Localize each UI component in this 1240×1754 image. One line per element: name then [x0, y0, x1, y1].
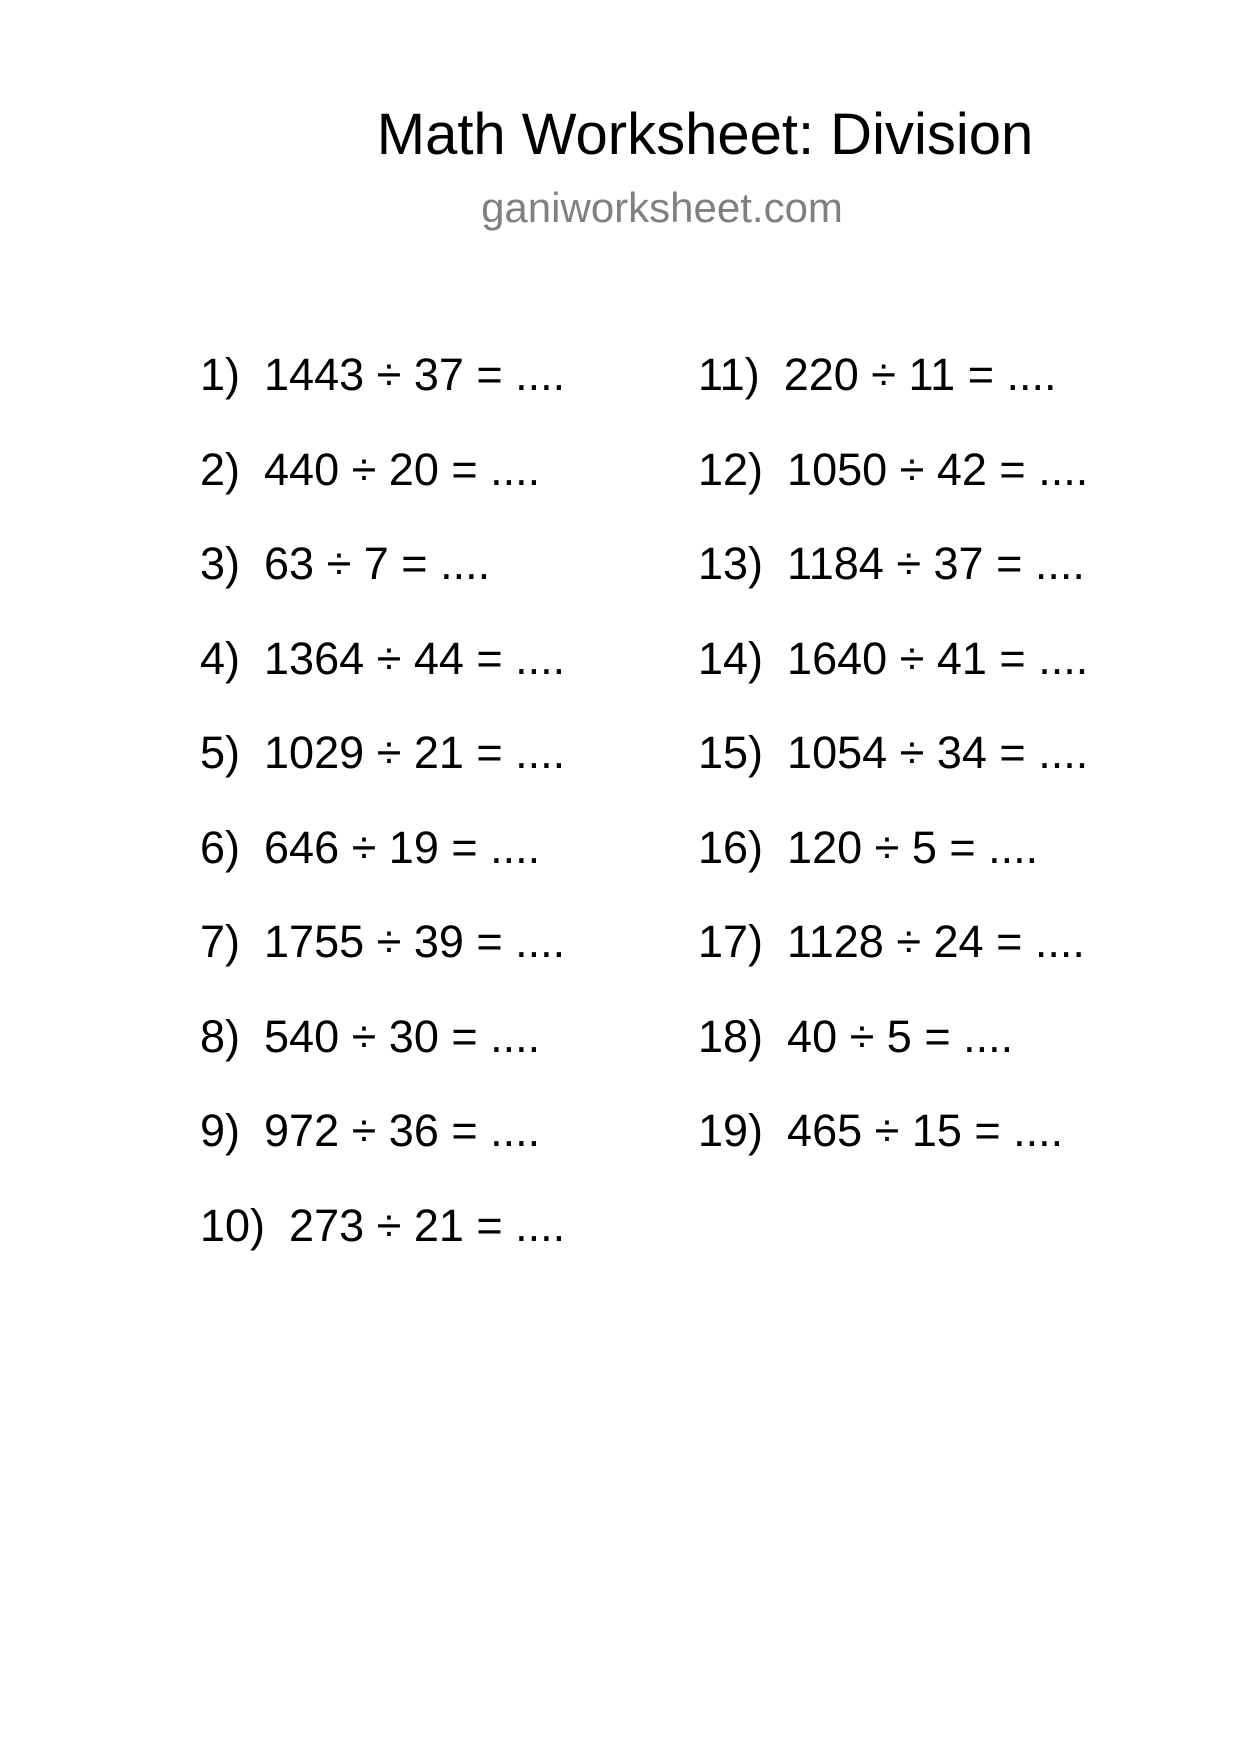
- problem-expression: 63 ÷ 7 = ....: [264, 538, 491, 589]
- problem-item: [698, 818, 1088, 913]
- problem-expression: 465 ÷ 15 = ....: [787, 1105, 1064, 1156]
- problem-column-right: [698, 345, 1088, 1196]
- problem-expression: 440 ÷ 20 = ....: [264, 443, 541, 495]
- problem-expression: 1640 ÷ 41 = ....: [787, 632, 1089, 684]
- problem-number: 12): [698, 443, 764, 495]
- problem-expression: 1054 ÷ 34 = ....: [787, 727, 1089, 778]
- problem-item: [200, 1101, 565, 1196]
- problem-item: [200, 345, 565, 440]
- problem-item: [200, 440, 565, 535]
- problem-item: [200, 1196, 565, 1291]
- problem-number: 18): [698, 1010, 764, 1062]
- website-label: ganiworksheet.com: [481, 184, 843, 231]
- problem-number: 19): [698, 1105, 764, 1156]
- problem-item: [200, 912, 565, 1007]
- problem-number: 10): [200, 1199, 266, 1251]
- problem-number: 4): [200, 632, 241, 684]
- problem-expression: 1184 ÷ 37 = ....: [787, 538, 1085, 589]
- problem-item: [698, 1007, 1088, 1102]
- problem-item: [200, 534, 565, 629]
- problem-item: [698, 345, 1088, 440]
- problem-expression: 1364 ÷ 44 = ....: [264, 632, 566, 684]
- problem-number: 6): [200, 821, 241, 873]
- problem-item: [200, 629, 565, 724]
- problem-number: 5): [200, 727, 241, 778]
- problem-item: [200, 723, 565, 818]
- problem-item: [698, 534, 1088, 629]
- problem-expression: 972 ÷ 36 = ....: [264, 1105, 541, 1156]
- problem-expression: 646 ÷ 19 = ....: [264, 821, 541, 873]
- problem-expression: 1050 ÷ 42 = ....: [787, 443, 1089, 495]
- problem-number: 17): [698, 916, 764, 967]
- problem-item: [200, 1007, 565, 1102]
- problem-number: 1): [200, 349, 241, 400]
- problem-expression: 40 ÷ 5 = ....: [787, 1010, 1014, 1062]
- problem-number: 9): [200, 1105, 241, 1156]
- problem-item: [698, 629, 1088, 724]
- worksheet-title: Math Worksheet: Division: [376, 102, 1034, 167]
- problem-column-left: [200, 345, 565, 1290]
- problem-item: [698, 440, 1088, 535]
- problem-number: 8): [200, 1010, 241, 1062]
- problem-number: 14): [698, 632, 764, 684]
- problem-number: 3): [200, 538, 241, 589]
- problem-expression: 540 ÷ 30 = ....: [264, 1010, 541, 1062]
- problem-expression: 1128 ÷ 24 = ....: [787, 916, 1085, 967]
- problem-number: 13): [698, 538, 764, 589]
- problem-item: [698, 723, 1088, 818]
- problem-expression: 273 ÷ 21 = ....: [289, 1199, 566, 1251]
- problem-expression: 220 ÷ 11 = ....: [783, 349, 1057, 400]
- problem-item: [698, 912, 1088, 1007]
- problem-number: 15): [698, 727, 764, 778]
- problem-expression: 1029 ÷ 21 = ....: [264, 727, 566, 778]
- problem-item: [698, 1101, 1088, 1196]
- problem-number: 2): [200, 443, 241, 495]
- problem-expression: 1443 ÷ 37 = ....: [264, 349, 566, 400]
- problem-expression: 1755 ÷ 39 = ....: [264, 916, 566, 967]
- problem-item: [200, 818, 565, 913]
- problem-number: 7): [200, 916, 241, 967]
- problem-number: 11): [698, 349, 760, 400]
- problem-number: 16): [698, 821, 764, 873]
- problem-expression: 120 ÷ 5 = ....: [787, 821, 1039, 873]
